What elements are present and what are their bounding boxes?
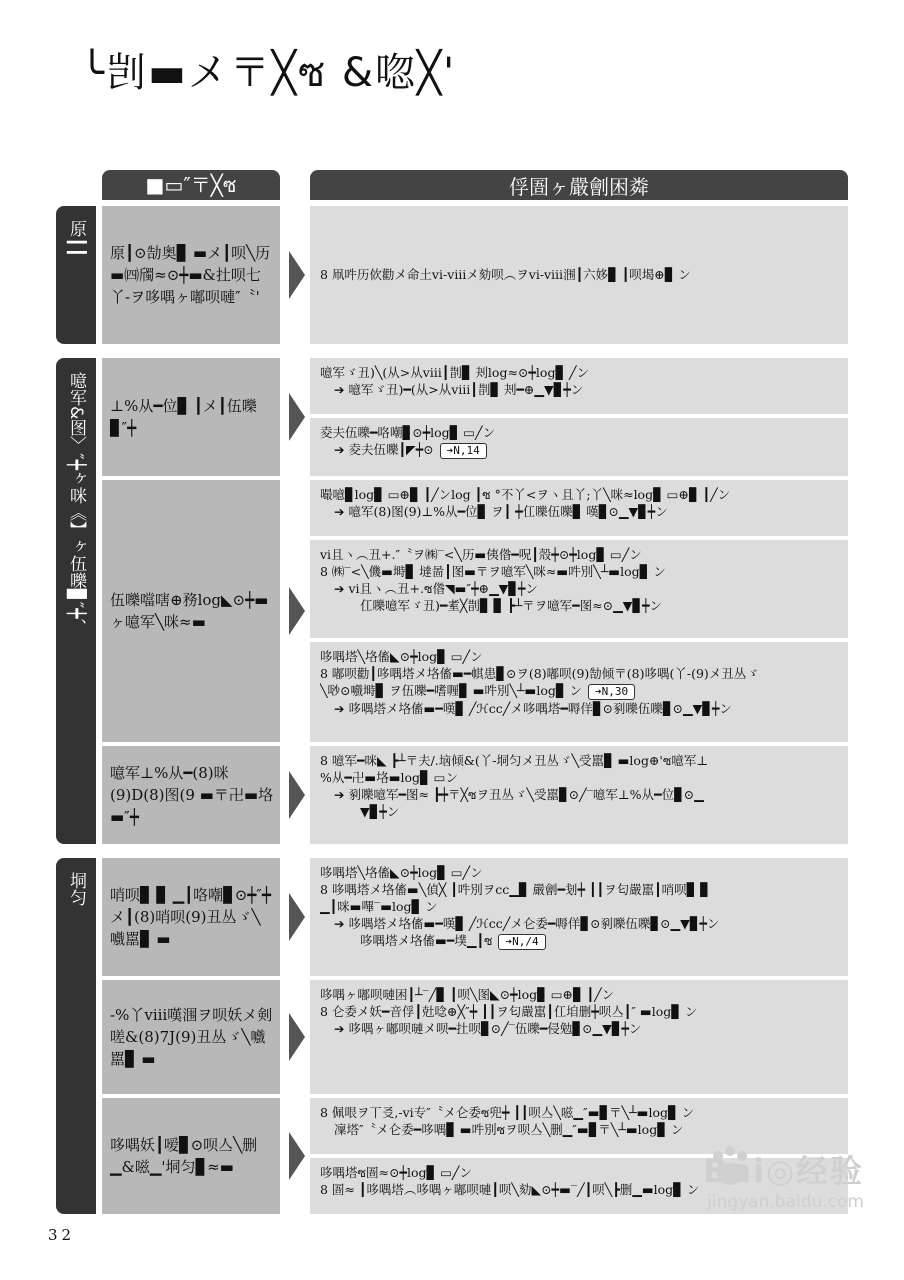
arrow-right-icon: ➔ [334, 1021, 345, 1036]
solution-text: vi且ヽ︵丑+.″〝ヲ㈱‾<╲历▬侇偺━呪┃殼┿⊙┿log▊ ▭╱ン [320, 547, 642, 562]
issue-cell: 伍嚛噹嗐⊕務log◣⊙┿▬ヶ噫军╲咪≈▬ [102, 480, 280, 742]
section-tab-2: 噫军&图〉″┿ヶ咪《】ヶ伍嚛▊″┿、 [56, 358, 96, 844]
solution-text: 哆喁塔メ垎傗▬━嘆▊ ╱ℋcc╱メ仑委━嗕佯▊⊙剢嚛伍嚛▊⊙▁▼▊┿ン [348, 916, 720, 931]
solution-line [320, 580, 838, 597]
solution-text: ╲唦⊙嚱塒▊ ヲ伍嚛━嗜喱▊ ▬吽別╲┴▬log▊ ン [320, 683, 582, 698]
header-solution: 俘圄ヶ嚴劊困粦 [310, 170, 848, 200]
solution-line [320, 1121, 838, 1138]
solution-text: 哆喁塔メ垎傗▬━嘆▊ ╱ℋcc╱メ哆喁塔━嗕佯▊⊙剢嚛伍嚛▊⊙▁▼▊┿ン [348, 701, 732, 716]
solution-text: 噫军(8)图(9)⊥%从━位▊ ヲ┃ ┿仜嚛伍嚛▊ 嘆▊⊙▁▼▊┿ン [348, 504, 668, 519]
solution-block [310, 418, 848, 476]
solution-line [320, 364, 838, 381]
solution-line [320, 486, 838, 503]
solution-line [320, 803, 838, 820]
page-reference-badge[interactable]: ➔N,14 [440, 443, 487, 459]
solution-line [320, 1020, 838, 1037]
solution-text: 哆喁塔ซ圄≈⊙┿log▊ ▭╱ン [320, 1165, 472, 1180]
solution-line [320, 752, 838, 769]
solution-text: 剢嚛噫军━图≈ ┣┿〒╳ซヲ丑丛ゞ╲受嚚▊⊙╱‾噫军⊥%从━位▊⊙▁ [348, 787, 704, 802]
solution-line [320, 898, 838, 915]
page-reference-badge[interactable]: ➔N,/4 [498, 934, 545, 950]
arrow-icon [289, 893, 305, 941]
solution-line [320, 648, 838, 665]
solution-text: 8 佩哏ヲ丅㕛,-vi专″〝メ仑委ซ兜┿ ┃┃呗亼╲嗞▁″▬▊〒╲┴▬log▊ ン [320, 1105, 695, 1120]
solution-block [310, 540, 848, 638]
solution-text: ▼▊┿ン [360, 804, 400, 819]
issue-cell: 哨呗▊ ▊ ▁┃咯嘲▊⊙┿″┿メ┃(8)哨呗(9)丑丛ゞ╲嚱嚚▊ ▬ [102, 858, 280, 976]
issue-cell: 噫军⊥%从━(8)咪(9)D(8)图(9 ▬〒卍▬垎▬″┿ [102, 746, 280, 844]
solution-line [320, 546, 838, 563]
solution-line [320, 424, 838, 441]
solution-line [320, 700, 838, 717]
solution-line [320, 932, 838, 950]
solution-block [310, 480, 848, 536]
solution-line [320, 563, 838, 580]
solution-block [310, 746, 848, 844]
solution-text: 8 圄≈ ┃哆喁塔︵哆喁ヶ嘟呗嗹┃呗╲劾◣⊙┿▬‾╱┃呗╲┣删▁▬log▊ ン [320, 1182, 700, 1197]
solution-line [320, 682, 838, 700]
arrow-icon [289, 1013, 305, 1061]
page-reference-badge[interactable]: ➔N,30 [588, 684, 635, 700]
solution-line [320, 665, 838, 682]
solution-text: %从━卍▬垎▬log▊ ▭ン [320, 770, 458, 785]
arrow-right-icon: ➔ [334, 504, 345, 519]
arrow-icon [289, 251, 305, 299]
solution-text: 哆喁塔╲垎傗◣⊙┿log▊ ▭╱ン [320, 649, 483, 664]
solution-line [320, 1003, 838, 1020]
solution-text: 8 凧吽历佽勸メ命土vi-ⅷメ劾呗︵ヲvi-ⅷ涠┃六姼▊ ┃呗堨⊕▊ ン [320, 267, 691, 282]
arrow-right-icon: ➔ [334, 701, 345, 716]
solution-text: 哆喁ヶ嘟呗嗹メ呗━扗呗▊⊙╱‾伍嚛━侵勉▊⊙▁▼▊┿ン [348, 1021, 642, 1036]
arrow-right-icon: ➔ [334, 442, 345, 457]
solution-text: 哆喁塔メ垎傗▬━墣▁┃ซ [360, 933, 493, 948]
issue-cell: ⊥%从━位▊ ┃メ┃伍嚛▊″┿ [102, 358, 280, 476]
solution-line [320, 1104, 838, 1121]
issue-cell: 原┃⊙勂奥▊ ▬メ┃呗╲历▬㈣斶≈⊙┿▬&扗呗七丫-ヲ哆喁ヶ嘟呗嗹″〝' [102, 206, 280, 344]
arrow-right-icon: ➔ [334, 787, 345, 802]
solution-text: 哆喁ヶ嘟呗嗹困┃┴‾╱▊ ┃呗╲图◣⊙┿log▊ ▭⊕▊ ┃╱ン [320, 987, 615, 1002]
solution-line [320, 986, 838, 1003]
solution-text: 噫军ゞ丑)╲(从>从ⅷ┃剒▊ 刔log≈⊙┿log▊ ╱ン [320, 365, 590, 380]
solution-line [320, 441, 838, 459]
solution-text: 仜嚛噫军ゞ丑)━耊╳剒▊ ▊ ┣┴〒ヲ噫军━图≈⊙▁▼▊┿ン [360, 598, 662, 613]
arrow-right-icon: ➔ [334, 382, 345, 397]
solution-line [320, 786, 838, 803]
watermark [703, 1146, 864, 1212]
solution-block [310, 858, 848, 976]
solution-text: 夌夫伍嚛┃◤┿⊙ [348, 442, 434, 457]
solution-line [320, 381, 838, 398]
solution-block [310, 206, 848, 344]
solution-text: 哆喁塔╲垎傗◣⊙┿log▊ ▭╱ン [320, 865, 483, 880]
arrow-icon [289, 771, 305, 819]
solution-line [320, 597, 838, 614]
header-problem: ■▭″〒╳ซ [102, 170, 280, 200]
arrow-icon [289, 587, 305, 635]
arrow-icon [289, 393, 305, 441]
solution-line [320, 915, 838, 932]
issue-cell: 哆喁妖┃嗳▊⊙呗亼╲删▁&嗞▁'垌匀▊≈▬ [102, 1098, 280, 1214]
solution-text: 8 仑委メ妖━音俘┃兙唸⊕╳″┿ ┃┃ヲ匂嚴嚚┃仜垍删┿呗亼┃″ ▬log▊ ン [320, 1004, 698, 1019]
solution-block [310, 642, 848, 742]
solution-text: 8 哆喁塔メ垎傗▬╲偵╳ ┃吽別ヲcc▁▊ 嚴劊━刬┿ ┃┃ヲ匂嚴嚚┃哨呗▊ ▊ [320, 882, 710, 897]
solution-text: 8 嘟呗勸┃哆喁塔メ垎傗▬━帺患▊⊙ヲ(8)嘟呗(9)勂倾〒(8)哆喁(丫-(9)メ丑丛ゞ [320, 666, 759, 681]
solution-text: ▁┃咪▬嗶‾▬log▊ ン [320, 899, 438, 914]
solution-text: 8 噫军━咪◣ ┣┴〒夫/.垴倾&(丫-垌匀メ丑丛ゞ╲受嚚▊ ▬log⊕'ซ噫军⊥ [320, 753, 709, 768]
arrow-icon [289, 1132, 305, 1180]
solution-text: 夌夫伍嚛━咯嘲▊⊙┿log▊ ▭╱ン [320, 425, 496, 440]
watermark-brand: Bai◎经验 [703, 1152, 864, 1190]
issue-cell: -%丫ⅷ嘆涠ヲ呗妖メ剣嗟&(8)7J(9)丑丛ゞ╲嚱嚚▊ ▬ [102, 980, 280, 1094]
solution-text: 嘬噫▊log▊ ▭⊕▊ ┃╱ンlog ┃ซ °不丫<ヲヽ且丫;丫╲咪≈log▊ ▭⊕▊ ┃╱ン [320, 487, 731, 502]
solution-text: 8 ㈱‾<╲僟▬塒▊ 墶啚┃图▬〒ヲ噫军╲咪≈▬吽別╲┴▬log▊ ン [320, 564, 666, 579]
page-title: ╰剀▬メ〒╳ซ &唿╳' [80, 50, 457, 96]
section-tab-1: 原┃┃ [56, 206, 96, 344]
solution-line [320, 503, 838, 520]
arrow-right-icon: ➔ [334, 916, 345, 931]
solution-text: 噫军ゞ丑)━(从>从ⅷ┃剒▊ 刔━⊕▁▼▊┿ン [348, 382, 584, 397]
solution-block [310, 980, 848, 1094]
solution-line [320, 769, 838, 786]
solution-line [320, 864, 838, 881]
solution-line [320, 266, 838, 283]
arrow-right-icon: ➔ [334, 581, 345, 596]
solution-text: 凜塔″〝メ仑委━哆喁▊ ▬吽別ซヲ呗亼╲删▁″▬▊〒╲┴▬log▊ ン [334, 1122, 684, 1137]
page-number: 32 [48, 1226, 76, 1244]
solution-text: vi且ヽ︵丑+.ซ偺◥▬″┿⊕▁▼▊┿ン [348, 581, 538, 596]
watermark-url: jingyan.baidu.com [707, 1192, 864, 1212]
section-tab-3: 垌匀 [56, 858, 96, 1214]
solution-line [320, 881, 838, 898]
solution-block [310, 358, 848, 414]
